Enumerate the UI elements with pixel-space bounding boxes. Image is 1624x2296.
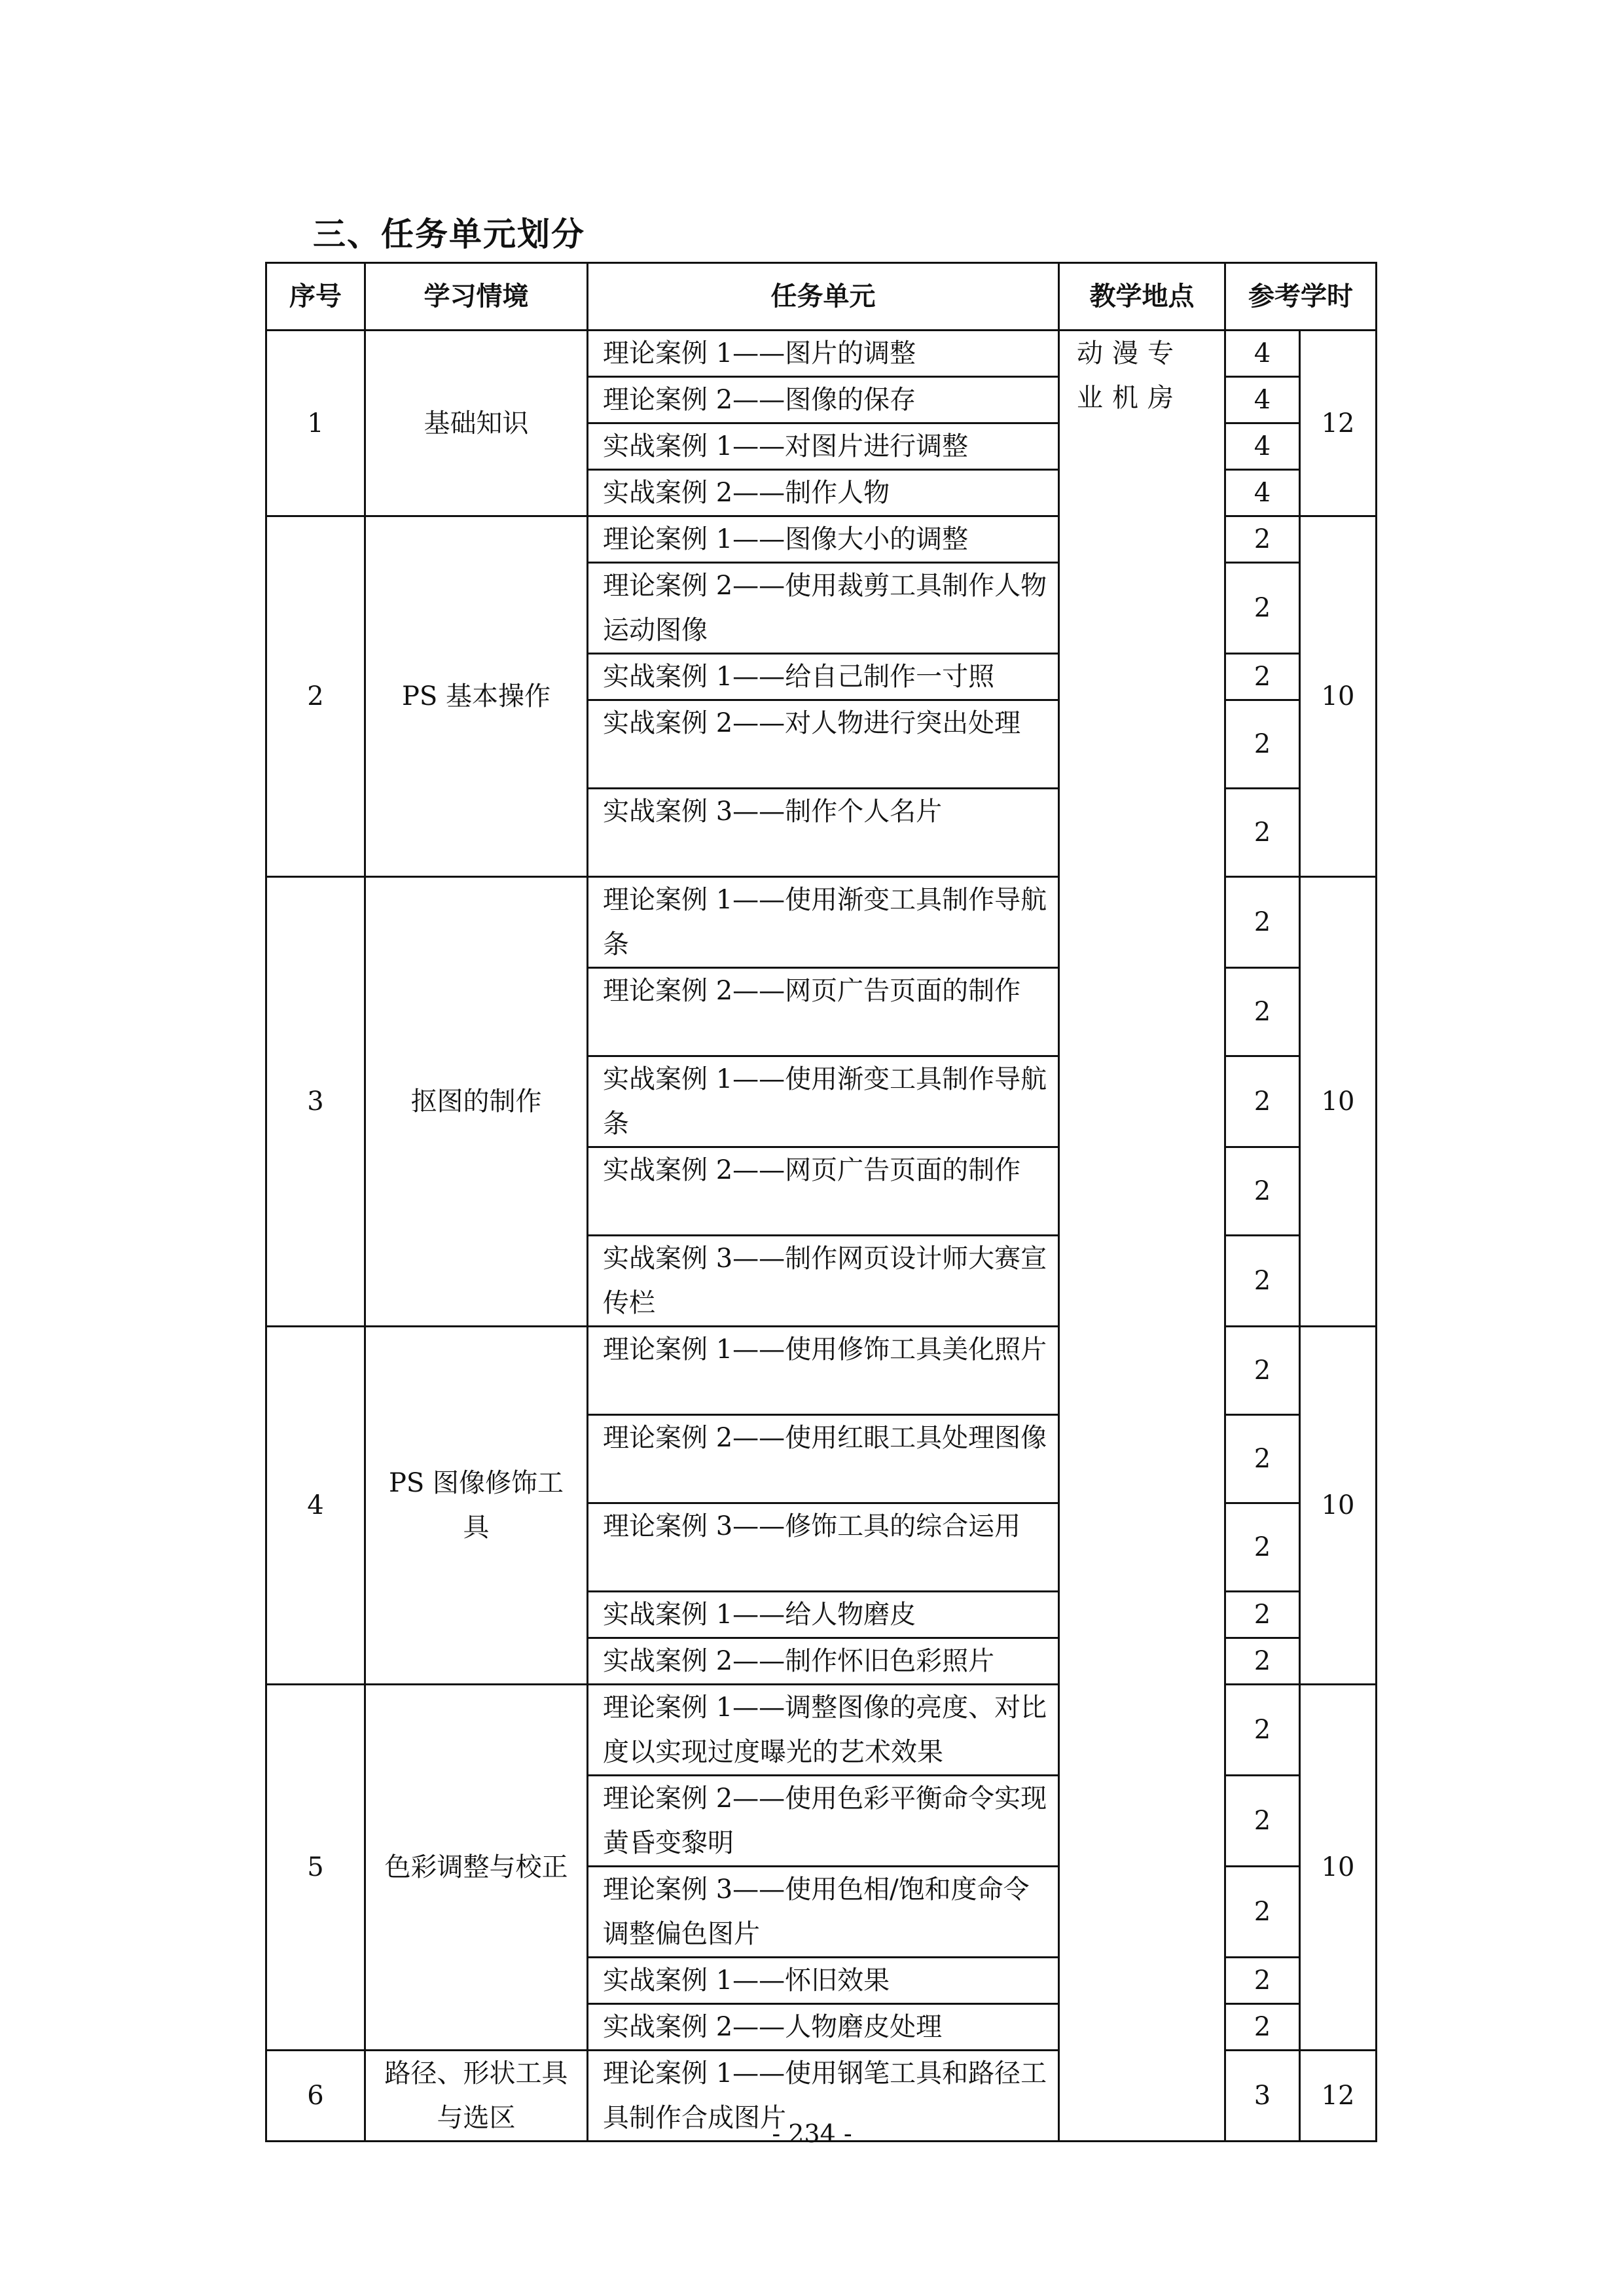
cell-hours: 2	[1225, 789, 1300, 877]
cell-task: 理论案例 1——图像大小的调整	[588, 516, 1059, 563]
cell-total-hours: 10	[1300, 1327, 1377, 1685]
cell-total-hours: 10	[1300, 516, 1377, 877]
cell-task: 理论案例 2——使用色彩平衡命令实现黄昏变黎明	[588, 1776, 1059, 1867]
task-unit-table	[265, 262, 1377, 2142]
cell-hours: 2	[1225, 1638, 1300, 1685]
header-situation: 学习情境	[365, 263, 588, 331]
cell-task: 理论案例 1——图片的调整	[588, 331, 1059, 377]
table-header-row	[266, 263, 1377, 331]
cell-task: 理论案例 2——使用红眼工具处理图像	[588, 1415, 1059, 1503]
cell-no: 5	[266, 1685, 365, 2051]
cell-situation: 路径、形状工具与选区	[365, 2051, 588, 2142]
cell-hours: 2	[1225, 516, 1300, 563]
header-hours: 参考学时	[1225, 263, 1377, 331]
header-location: 教学地点	[1059, 263, 1225, 331]
cell-hours: 2	[1225, 1958, 1300, 2004]
cell-hours: 4	[1225, 331, 1300, 377]
cell-no: 1	[266, 331, 365, 516]
cell-hours: 2	[1225, 1236, 1300, 1327]
cell-task: 实战案例 1——给人物磨皮	[588, 1592, 1059, 1638]
cell-hours: 2	[1225, 1056, 1300, 1147]
cell-total-hours: 10	[1300, 877, 1377, 1327]
cell-no: 6	[266, 2051, 365, 2142]
cell-hours: 2	[1225, 1147, 1300, 1236]
cell-hours: 2	[1225, 1415, 1300, 1503]
cell-total-hours: 12	[1300, 331, 1377, 516]
cell-hours: 4	[1225, 377, 1300, 423]
cell-hours: 4	[1225, 423, 1300, 470]
cell-task: 实战案例 1——使用渐变工具制作导航条	[588, 1056, 1059, 1147]
cell-task: 理论案例 1——使用渐变工具制作导航条	[588, 877, 1059, 968]
cell-hours: 2	[1225, 1327, 1300, 1415]
cell-hours: 2	[1225, 1776, 1300, 1867]
cell-hours: 2	[1225, 563, 1300, 654]
cell-task: 实战案例 2——制作人物	[588, 470, 1059, 516]
cell-task: 实战案例 2——人物磨皮处理	[588, 2004, 1059, 2051]
header-no: 序号	[266, 263, 365, 331]
cell-no: 2	[266, 516, 365, 877]
cell-task: 理论案例 1——使用修饰工具美化照片	[588, 1327, 1059, 1415]
cell-task: 理论案例 1——使用钢笔工具和路径工具制作合成图片	[588, 2051, 1059, 2142]
cell-hours: 2	[1225, 1685, 1300, 1776]
cell-hours: 2	[1225, 968, 1300, 1056]
page-number: - 234 -	[772, 2119, 852, 2148]
cell-hours: 2	[1225, 877, 1300, 968]
cell-hours: 4	[1225, 470, 1300, 516]
cell-task: 实战案例 3——制作个人名片	[588, 789, 1059, 877]
table-row	[266, 331, 1377, 377]
header-task: 任务单元	[588, 263, 1059, 331]
cell-total-hours: 10	[1300, 1685, 1377, 2051]
cell-task: 理论案例 2——图像的保存	[588, 377, 1059, 423]
cell-task: 实战案例 1——给自己制作一寸照	[588, 654, 1059, 700]
cell-task: 理论案例 2——使用裁剪工具制作人物运动图像	[588, 563, 1059, 654]
cell-task: 实战案例 2——对人物进行突出处理	[588, 700, 1059, 789]
cell-no: 3	[266, 877, 365, 1327]
cell-hours: 3	[1225, 2051, 1300, 2142]
section-heading: 三、任务单元划分	[313, 215, 585, 253]
cell-task: 实战案例 1——怀旧效果	[588, 1958, 1059, 2004]
cell-task: 实战案例 1——对图片进行调整	[588, 423, 1059, 470]
cell-task: 理论案例 3——修饰工具的综合运用	[588, 1503, 1059, 1592]
cell-situation: PS 基本操作	[365, 516, 588, 877]
cell-total-hours: 12	[1300, 2051, 1377, 2142]
cell-hours: 2	[1225, 1503, 1300, 1592]
cell-no: 4	[266, 1327, 365, 1685]
cell-situation: 色彩调整与校正	[365, 1685, 588, 2051]
cell-hours: 2	[1225, 2004, 1300, 2051]
cell-situation: 基础知识	[365, 331, 588, 516]
cell-task: 实战案例 2——制作怀旧色彩照片	[588, 1638, 1059, 1685]
cell-task: 理论案例 2——网页广告页面的制作	[588, 968, 1059, 1056]
cell-hours: 2	[1225, 654, 1300, 700]
cell-hours: 2	[1225, 700, 1300, 789]
cell-location: 动漫专业机房	[1059, 331, 1225, 2142]
cell-task: 实战案例 2——网页广告页面的制作	[588, 1147, 1059, 1236]
cell-task: 实战案例 3——制作网页设计师大赛宣传栏	[588, 1236, 1059, 1327]
cell-task: 理论案例 1——调整图像的亮度、对比度以实现过度曝光的艺术效果	[588, 1685, 1059, 1776]
cell-hours: 2	[1225, 1867, 1300, 1958]
cell-situation: 抠图的制作	[365, 877, 588, 1327]
cell-situation: PS 图像修饰工具	[365, 1327, 588, 1685]
cell-task: 理论案例 3——使用色相/饱和度命令调整偏色图片	[588, 1867, 1059, 1958]
cell-hours: 2	[1225, 1592, 1300, 1638]
